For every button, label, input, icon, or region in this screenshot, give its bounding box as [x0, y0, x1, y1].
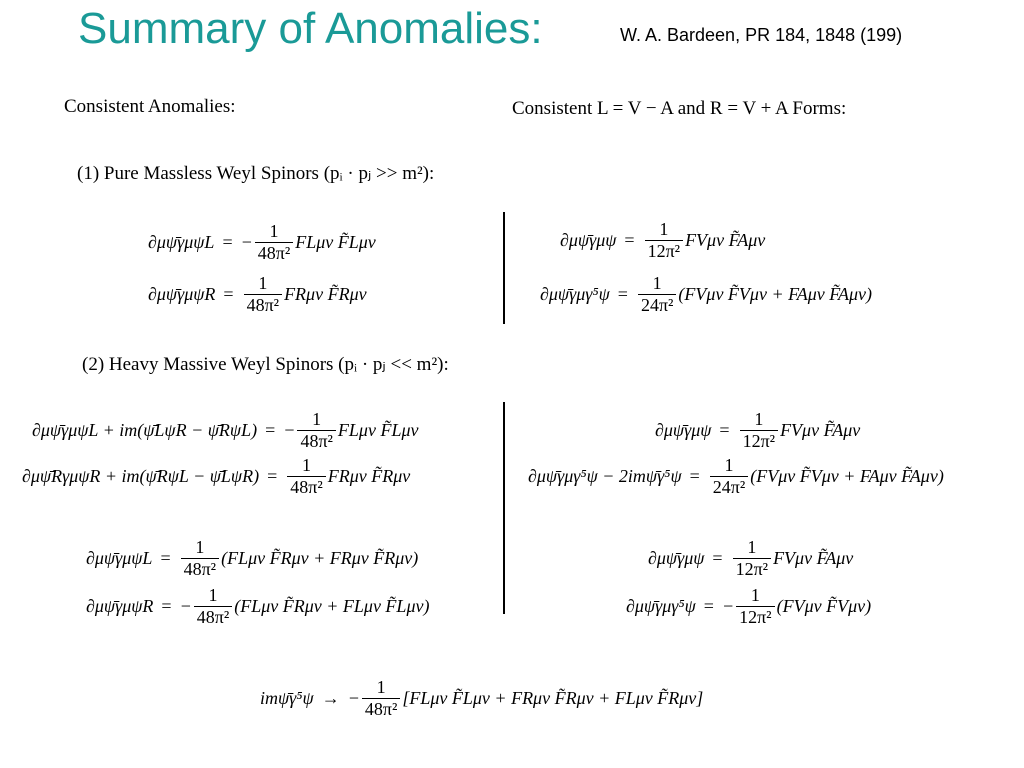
equation-lhs: ∂μψ̄γμγ⁵ψ	[540, 284, 610, 305]
equation-rhs: FRμν F̃Rμν	[327, 466, 411, 487]
fraction-denominator: 48π²	[297, 430, 335, 452]
equation: ∂μψ̄γμψ = $\frac{1}{\text{12π²}}$ FVμν F̃Aμν	[648, 537, 854, 579]
fraction	[710, 456, 748, 498]
fraction	[740, 410, 778, 452]
equation-rhs: (FLμν F̃Rμν + FRμν F̃Rμν)	[221, 548, 419, 569]
fraction-numerator: 1	[754, 409, 764, 429]
equation-lhs: ∂μψ̄γμψR	[86, 596, 154, 617]
equation-lhs: ∂μψ̄γμψL + im(ψ̄LψR − ψ̄RψL)	[32, 420, 258, 441]
fraction-denominator: 12π²	[645, 240, 683, 262]
equation: ∂μψ̄γμγ⁵ψ = − $\frac{1}{\text{12π²}}$ (FVμν F̃Vμν)	[626, 585, 872, 627]
fraction-numerator: 1	[258, 273, 268, 293]
fraction	[638, 274, 676, 316]
equation: ∂μψ̄γμψL = $\frac{1}{\text{48π²}}$ (FLμν F̃Rμν + FRμν F̃Rμν)	[86, 537, 419, 579]
heading-consistent-anomalies: Consistent Anomalies:	[64, 96, 236, 117]
fraction-denominator: 24π²	[638, 294, 676, 316]
equation: ∂μψ̄γμψ = $\frac{1}{\text{12π²}}$ FVμν F̃Aμν	[655, 409, 861, 451]
fraction-denominator: 48π²	[244, 294, 282, 316]
equation-lhs: ∂μψ̄γμψ	[560, 230, 617, 251]
equation-rhs: FLμν F̃Lμν	[337, 420, 419, 441]
fraction	[194, 586, 232, 628]
equation-sign: −	[721, 596, 735, 617]
fraction-denominator: 48π²	[181, 558, 219, 580]
equation: ∂μψ̄γμψR = − $\frac{1}{\text{48π²}}$ (FLμν F̃Rμν + FLμν F̃Lμν)	[86, 585, 430, 627]
fraction-numerator: 1	[312, 409, 322, 429]
column-divider	[503, 212, 505, 324]
fraction	[181, 538, 219, 580]
equation-rhs: FVμν F̃Aμν	[773, 548, 854, 569]
equation-lhs: imψ̄γ⁵ψ	[260, 688, 314, 709]
fraction-numerator: 1	[376, 677, 386, 697]
fraction-denominator: 48π²	[362, 698, 400, 720]
equation-lhs: ∂μψ̄γμψR	[148, 284, 216, 305]
fraction-denominator: 12π²	[736, 606, 774, 628]
equation-lhs: ∂μψ̄γμγ⁵ψ	[626, 596, 696, 617]
column-divider	[503, 402, 505, 614]
fraction-numerator: 1	[659, 219, 669, 239]
equation-lhs: ∂μψ̄γμψ	[655, 420, 712, 441]
equation-sign: −	[283, 420, 296, 441]
equation: ∂μψ̄γμψL + im(ψ̄LψR − ψ̄RψL) = − $\frac{1}{\text{48π²}}$ FLμν F̃Lμν	[32, 409, 419, 451]
equation	[260, 678, 703, 720]
heading-consistent-forms: Consistent L = V − A and R = V + A Forms:	[512, 98, 847, 119]
equation: ∂μψ̄γμψR = $\frac{1}{\text{48π²}}$ FRμν F̃Rμν	[148, 273, 367, 315]
fraction-denominator: 12π²	[740, 430, 778, 452]
fraction	[736, 586, 774, 628]
fraction-denominator: 48π²	[287, 476, 325, 498]
fraction	[255, 222, 293, 264]
equation: ∂μψ̄γμγ⁵ψ − 2imψ̄γ⁵ψ = $\frac{1}{\text{24π²}}$ (FVμν F̃Vμν + FAμν F̃Aμν)	[528, 455, 944, 497]
fraction	[244, 274, 282, 316]
equation-rhs: (FVμν F̃Vμν)	[776, 596, 872, 617]
fraction	[645, 220, 683, 262]
equation: ∂μψ̄γμγ⁵ψ = $\frac{1}{\text{24π²}}$ (FVμν F̃Vμν + FAμν F̃Aμν)	[540, 273, 872, 315]
citation: W. A. Bardeen, PR 184, 1848 (199)	[620, 25, 903, 45]
equation-lhs: ∂μψ̄γμγ⁵ψ − 2imψ̄γ⁵ψ	[528, 466, 682, 487]
equation: ∂μψ̄γμψ = $\frac{1}{\text{12π²}}$ FVμν F̃Aμν	[560, 219, 766, 261]
equation: ∂μψ̄RγμψR + im(ψ̄RψL − ψ̄LψR) = $\frac{1}{\text{48π²}}$ FRμν F̃Rμν	[22, 455, 411, 497]
fraction	[733, 538, 771, 580]
equation-rhs: FLμν F̃Lμν	[295, 232, 376, 253]
equation-rhs: FVμν F̃Aμν	[780, 420, 861, 441]
equation-rhs: (FVμν F̃Vμν + FAμν F̃Aμν)	[750, 466, 944, 487]
fraction-numerator: 1	[750, 585, 760, 605]
equation-lhs: ∂μψ̄γμψ	[648, 548, 705, 569]
fraction-numerator: 1	[208, 585, 218, 605]
fraction-numerator: 1	[652, 273, 662, 293]
equation-lhs: ∂μψ̄γμψL	[86, 548, 153, 569]
equation-rhs: FVμν F̃Aμν	[685, 230, 766, 251]
equation-sign: −	[347, 688, 360, 709]
fraction-denominator: 48π²	[255, 242, 293, 264]
equation-sign: −	[240, 232, 253, 253]
case-pure-massless: (1) Pure Massless Weyl Spinors (pᵢ · pⱼ >> m²):	[77, 163, 435, 184]
fraction-numerator: 1	[195, 537, 205, 557]
case-heavy-massive: (2) Heavy Massive Weyl Spinors (pᵢ · pⱼ << m²):	[82, 354, 449, 375]
fraction	[287, 456, 325, 498]
equation-rhs: FRμν F̃Rμν	[284, 284, 367, 305]
fraction	[297, 410, 335, 452]
equation-lhs: ∂μψ̄γμψL	[148, 232, 215, 253]
equation-rhs: (FVμν F̃Vμν + FAμν F̃Aμν)	[678, 284, 872, 305]
slide-title: Summary of Anomalies:	[78, 4, 543, 53]
equation-rhs: [FLμν F̃Lμν + FRμν F̃Rμν + FLμν F̃Rμν]	[402, 688, 704, 709]
equation-sign: −	[179, 596, 192, 617]
fraction-denominator: 24π²	[710, 476, 748, 498]
fraction-denominator: 12π²	[733, 558, 771, 580]
fraction-numerator: 1	[301, 455, 311, 475]
fraction	[362, 678, 400, 720]
fraction-numerator: 1	[747, 537, 757, 557]
fraction-numerator: 1	[269, 221, 279, 241]
arrow: →	[321, 688, 340, 709]
equation-lhs: ∂μψ̄RγμψR + im(ψ̄RψL − ψ̄LψR)	[22, 466, 260, 487]
equation: ∂μψ̄γμψL = − $\frac{1}{\text{48π²}}$ FLμν F̃Lμν	[148, 221, 376, 263]
fraction-numerator: 1	[724, 455, 734, 475]
fraction-denominator: 48π²	[194, 606, 232, 628]
equation-rhs: (FLμν F̃Rμν + FLμν F̃Lμν)	[234, 596, 430, 617]
